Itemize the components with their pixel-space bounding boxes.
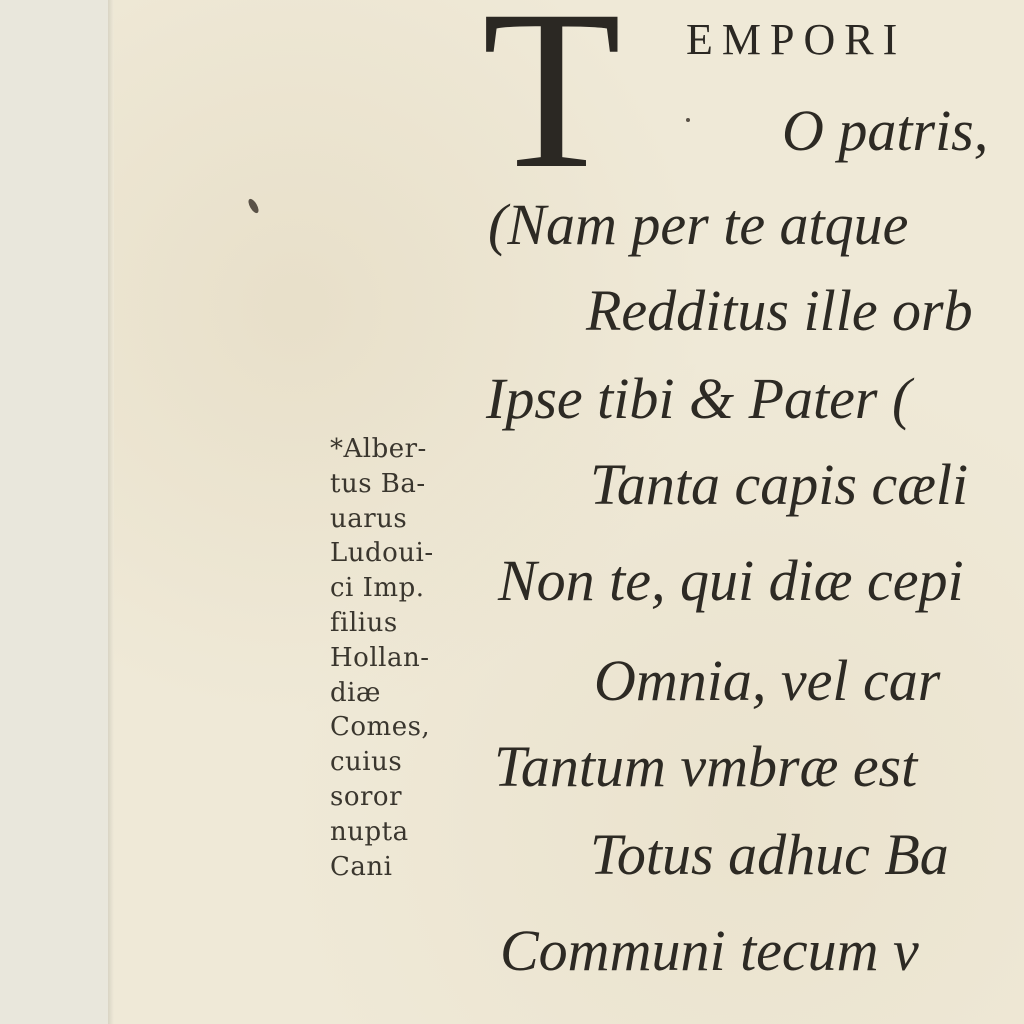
marginal-note-line: tus Ba- xyxy=(330,468,426,499)
verse-line: Tanta capis cæli xyxy=(590,452,969,517)
verse-line: Redditus ille orb xyxy=(586,278,973,343)
ink-speck xyxy=(686,118,690,122)
marginal-note-line: Ludoui- xyxy=(330,538,434,569)
verse-line: Totus adhuc Ba xyxy=(590,822,949,887)
marginal-note-line: filius xyxy=(330,607,398,638)
marginal-note xyxy=(330,432,490,884)
verse-line: Non te, qui diæ cepi xyxy=(498,548,964,613)
marginal-note-line: cuius xyxy=(330,747,403,778)
marginal-note-line: soror xyxy=(330,781,403,812)
heading-small-caps: EMPORI xyxy=(686,15,907,64)
verse-line: Communi tecum v xyxy=(500,918,919,983)
marginal-note-line: Comes, xyxy=(330,712,431,743)
marginal-note-line: diæ xyxy=(330,677,381,708)
marginal-note-line: Cani xyxy=(330,851,393,882)
verse-line: O patris, xyxy=(782,98,989,163)
marginal-note-line: nupta xyxy=(330,816,409,847)
drop-cap-initial: T xyxy=(482,0,622,216)
marginal-note-line: Hollan- xyxy=(330,642,430,673)
verse-line: (Nam per te atque xyxy=(488,192,909,257)
verse-line: Tantum vmbræ est xyxy=(494,734,918,799)
marginal-note-line: uarus xyxy=(330,503,408,534)
marginal-note-line: ci Imp. xyxy=(330,573,425,604)
verse-line: Ipse tibi & Pater ( xyxy=(486,366,912,431)
left-margin-strip xyxy=(0,0,110,1024)
verse-line: Omnia, vel car xyxy=(594,648,941,713)
marginal-note-line: *Alber- xyxy=(330,434,427,464)
